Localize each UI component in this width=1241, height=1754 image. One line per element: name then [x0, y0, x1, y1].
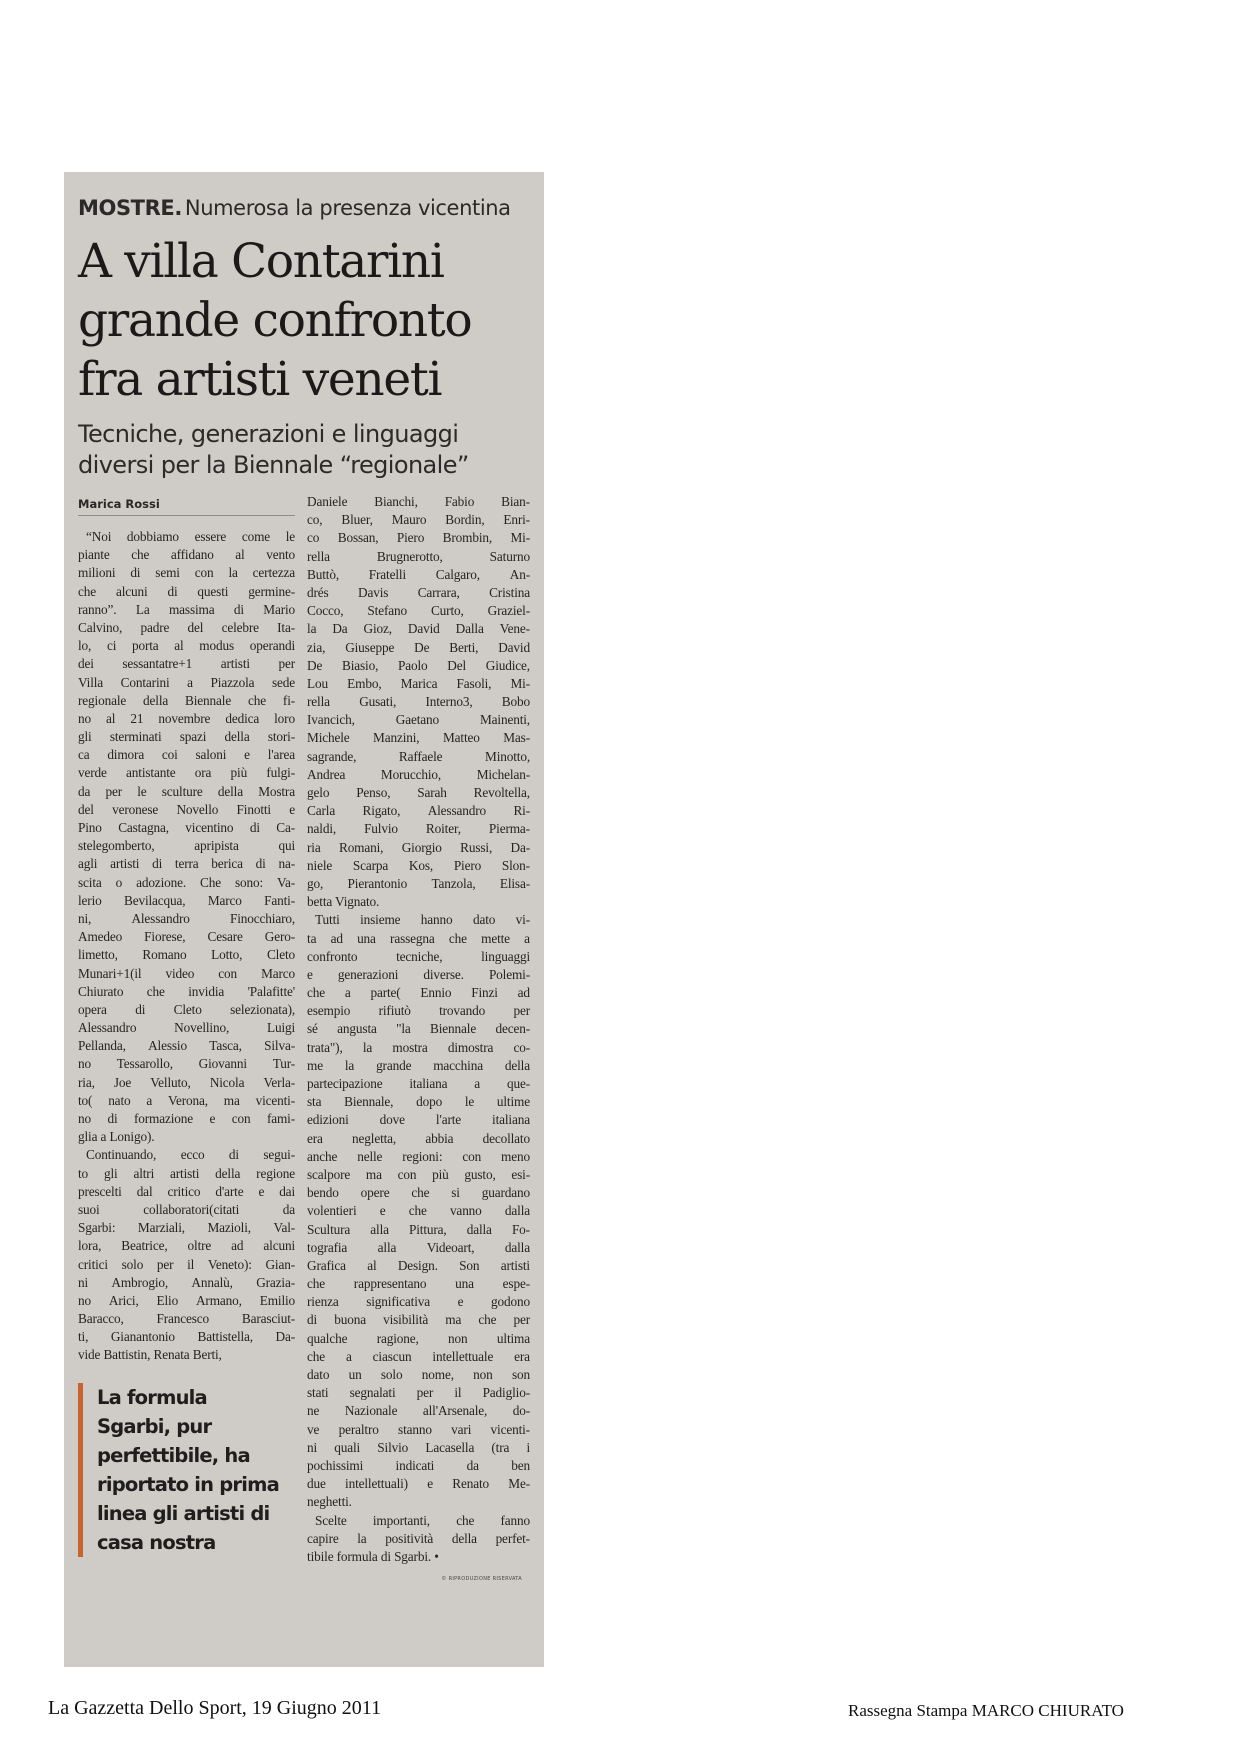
pull-quote — [78, 1383, 295, 1557]
text-line: Continuando, ecco di segui- — [86, 1147, 296, 1163]
text-line: ne Nazionale all'Arsenale, do- — [307, 1403, 530, 1419]
text-line: “Noi dobbiamo essere come le — [86, 529, 296, 544]
text-line: zia, Giuseppe De Berti, David — [307, 639, 530, 655]
text-line: di buona visibilità ma che per — [307, 1312, 530, 1328]
text-line: due intellettuali) e Renato Me- — [307, 1476, 530, 1492]
text-line: sta Biennale, dopo le ultime — [307, 1094, 530, 1110]
article-columns — [78, 493, 530, 1582]
subheadline-line: diversi per la Biennale “regionale” — [78, 451, 469, 479]
text-line: go, Pierantonio Tanzola, Elisa- — [307, 875, 530, 891]
pull-quote-line: riportato in prima — [97, 1472, 279, 1496]
text-line: Grafica al Design. Son artisti — [307, 1257, 530, 1273]
text-line: sé angusta "la Biennale decen- — [307, 1021, 530, 1037]
text-line: co, Bluer, Mauro Bordin, Enri- — [307, 512, 530, 528]
press-review-credit: Rassegna Stampa MARCO CHIURATO — [848, 1701, 1124, 1720]
text-line: capire la positività della perfet- — [307, 1530, 530, 1546]
text-line: no Arici, Elio Armano, Emilio — [78, 1292, 296, 1308]
text-line: regionale della Biennale che fi- — [78, 692, 296, 708]
text-line: partecipazione italiana a que- — [307, 1076, 530, 1091]
text-line: glia a Lonigo). — [78, 1129, 155, 1145]
text-line: da per le sculture della Mostra — [78, 783, 295, 799]
text-line: opera di Cleto selezionata), — [78, 1001, 296, 1017]
text-line: lo, ci porta al modus operandi — [78, 638, 296, 654]
pull-quote-line: linea gli artisti di — [97, 1501, 270, 1525]
text-line: la Da Gioz, David Dalla Vene- — [307, 621, 530, 637]
text-line: neghetti. — [307, 1494, 352, 1510]
text-line: Villa Contarini a Piazzola sede — [78, 674, 296, 690]
text-line: to( nato a Verona, ma vicenti- — [78, 1092, 295, 1108]
text-line: Carla Rigato, Alessandro Ri- — [307, 803, 530, 819]
text-line: De Biasio, Paolo Del Giudice, — [307, 657, 530, 673]
copyright-notice: © RIPRODUZIONE RISERVATA — [441, 1576, 522, 1583]
text-line: to gli altri artisti della regione — [78, 1165, 295, 1181]
text-line: gelo Penso, Sarah Revoltella, — [307, 785, 530, 800]
text-line: stati segnalati per il Padiglio- — [307, 1385, 530, 1401]
text-line: volentieri e che vanno dalla — [307, 1203, 530, 1219]
text-line: Alessandro Novellino, Luigi — [78, 1020, 296, 1036]
text-line: dei sessantatre+1 artisti per — [78, 656, 295, 672]
text-line: Sgarbi: Marziali, Mazioli, Val- — [78, 1220, 296, 1236]
text-line: bendo opere che si guardano — [307, 1185, 530, 1201]
text-line: rienza significativa e godono — [307, 1294, 530, 1310]
headline-line: grande confronto — [78, 293, 472, 348]
text-line: ria Romani, Giorgio Russi, Da- — [307, 839, 530, 855]
text-line: rella Gusati, Interno3, Bobo — [307, 694, 530, 710]
text-line: scita o adozione. Che sono: Va- — [78, 874, 296, 890]
text-line: agli artisti di terra berica di na- — [78, 856, 295, 872]
text-line: era negletta, abbia decollato — [307, 1130, 530, 1146]
subheadline — [78, 419, 530, 481]
text-line: lora, Beatrice, oltre ad alcuni — [78, 1238, 296, 1254]
text-line: piante che affidano al vento — [78, 547, 295, 563]
source-caption: La Gazzetta Dello Sport, 19 Giugno 2011 — [48, 1697, 382, 1719]
text-line: Cocco, Stefano Curto, Graziel- — [307, 603, 530, 619]
text-line: Baracco, Francesco Barasciut- — [78, 1311, 296, 1327]
text-line: vide Battistin, Renata Berti, — [78, 1347, 222, 1363]
headline — [78, 232, 530, 409]
text-line: me la grande macchina della — [307, 1057, 530, 1073]
text-line: scalpore ma con più gusto, esi- — [307, 1166, 530, 1182]
text-line: critici solo per il Veneto): Gian- — [78, 1256, 295, 1272]
text-line: Lou Embo, Marica Fasoli, Mi- — [307, 675, 530, 691]
text-line: ranno”. La massima di Mario — [78, 601, 296, 617]
text-line: drés Davis Carrara, Cristina — [307, 584, 530, 600]
text-line: gli sterminati spazi della stori- — [78, 729, 295, 745]
text-line: naldi, Fulvio Roiter, Pierma- — [307, 821, 530, 837]
text-line: milioni di semi con la certezza — [78, 565, 296, 581]
subheadline-line: Tecniche, generazioni e linguaggi — [78, 420, 459, 448]
text-line: tografia alla Videoart, dalla — [307, 1239, 530, 1255]
text-line: Ivancich, Gaetano Mainenti, — [307, 712, 530, 728]
text-line: Pellanda, Alessio Tasca, Silva- — [78, 1038, 296, 1054]
pull-quote-line: La formula — [97, 1385, 207, 1409]
byline: Marica Rossi — [78, 493, 295, 516]
text-line: limetto, Romano Lotto, Cleto — [78, 947, 295, 963]
text-line: che rappresentano una espe- — [307, 1276, 530, 1292]
text-line: Scelte importanti, che fanno — [315, 1512, 530, 1528]
text-line: prescelti dal critico d'arte e dai — [78, 1183, 295, 1199]
text-line: Daniele Bianchi, Fabio Bian- — [307, 494, 530, 509]
text-line: dato un solo nome, non son — [307, 1367, 530, 1382]
text-line: betta Vignato. — [307, 894, 380, 910]
text-line: suoi collaboratori(citati da — [78, 1201, 296, 1217]
text-line: ca dimora coi saloni e l'area — [78, 747, 296, 763]
column-right — [302, 493, 530, 1582]
kicker-text: Numerosa la presenza vicentina — [184, 196, 511, 220]
text-line: co Bossan, Piero Brombin, Mi- — [307, 530, 530, 546]
column-left — [78, 493, 302, 1582]
column-right-text — [307, 493, 530, 1566]
pull-quote-line: casa nostra — [97, 1530, 216, 1554]
text-line: e generazioni diverse. Polemi- — [307, 966, 530, 982]
text-line: Munari+1(il video con Marco — [78, 965, 296, 981]
text-line: tibile formula di Sgarbi. • — [307, 1548, 439, 1564]
text-line: Buttò, Fratelli Calgaro, An- — [307, 566, 530, 582]
text-line: ria, Joe Velluto, Nicola Verla- — [78, 1074, 296, 1090]
text-line: Michele Manzini, Matteo Mas- — [307, 730, 530, 746]
kicker — [78, 196, 530, 220]
text-line: niele Scarpa Kos, Piero Slon- — [307, 857, 530, 873]
text-line: Scultura alla Pittura, dalla Fo- — [307, 1221, 530, 1237]
text-line: qualche ragione, non ultima — [307, 1330, 530, 1346]
text-line: ni, Alessandro Finocchiaro, — [78, 910, 296, 926]
headline-line: A villa Contarini — [78, 234, 444, 289]
kicker-label: MOSTRE. — [78, 196, 182, 220]
text-line: no di formazione e con fami- — [78, 1111, 295, 1126]
text-line: Chiurato che invidia 'Palafitte' — [78, 983, 296, 999]
text-line: verde antistante ora più fulgi- — [78, 765, 295, 781]
text-line: Pino Castagna, vicentino di Ca- — [78, 820, 296, 835]
text-line: no al 21 novembre dedica loro — [78, 710, 295, 726]
text-line: pochissimi indicati da ben — [307, 1457, 530, 1473]
text-line: ta ad una rassegna che mette a — [307, 930, 530, 946]
text-line: rella Brugnerotto, Saturno — [307, 548, 530, 564]
text-line: Andrea Morucchio, Michelan- — [307, 766, 530, 782]
text-line: che alcuni di questi germine- — [78, 583, 296, 599]
text-line: che a ciascun intellettuale era — [307, 1348, 530, 1364]
text-line: del veronese Novello Finotti e — [78, 801, 296, 817]
pull-quote-line: Sgarbi, pur — [97, 1414, 212, 1438]
text-line: confronto tecniche, linguaggi — [307, 948, 530, 964]
text-line: esempio rifiutò trovando per — [307, 1003, 530, 1019]
newspaper-clipping — [64, 172, 544, 1667]
text-line: ve peraltro stanno vari vicenti- — [307, 1421, 530, 1437]
text-line: no Tessarollo, Giovanni Tur- — [78, 1056, 296, 1072]
text-line: ni Ambrogio, Annalù, Grazia- — [78, 1274, 295, 1290]
text-line: Calvino, padre del celebre Ita- — [78, 619, 295, 635]
text-line: Amedeo Fiorese, Cesare Gero- — [78, 929, 296, 945]
text-line: che a parte( Ennio Finzi ad — [307, 985, 530, 1001]
column-left-text — [78, 528, 295, 1365]
text-line: ti, Gianantonio Battistella, Da- — [78, 1329, 296, 1345]
text-line: anche nelle regioni: con meno — [307, 1148, 530, 1164]
text-line: sagrande, Raffaele Minotto, — [307, 748, 530, 764]
pull-quote-line: perfettibile, ha — [97, 1443, 250, 1467]
text-line: trata"), la mostra dimostra co- — [307, 1039, 530, 1055]
text-line: edizioni dove l'arte italiana — [307, 1112, 530, 1128]
text-line: ni quali Silvio Lacasella (tra i — [307, 1439, 530, 1455]
text-line: Tutti insieme hanno dato vi- — [315, 912, 530, 928]
headline-line: fra artisti veneti — [78, 352, 442, 407]
text-line: lerio Bevilacqua, Marco Fanti- — [78, 892, 296, 908]
text-line: stelegomberto, apripista qui — [78, 838, 296, 854]
